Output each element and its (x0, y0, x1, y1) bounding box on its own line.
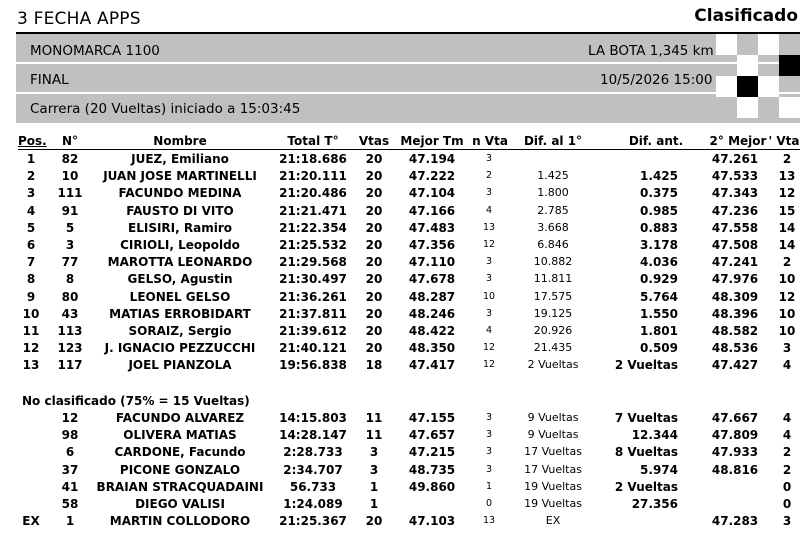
cell-pos: 2 (26, 169, 36, 184)
table-row (0, 238, 800, 255)
cell-name: CARDONE, Facundo (114, 445, 246, 460)
cell-gap-first: 2 Vueltas (527, 358, 579, 372)
cell-best: 48.350 (408, 341, 456, 356)
cell-best-lap: 2 (485, 170, 493, 182)
cell-laps: 20 (365, 169, 383, 184)
col-name: Nombre (153, 134, 207, 148)
table-row (0, 497, 800, 514)
cell-laps: 20 (365, 152, 383, 166)
cell-total: 21:18.686 (279, 152, 347, 166)
cell-second-lap: 0 (782, 497, 792, 511)
cell-second-lap: 12 (778, 289, 796, 304)
cell-gap-prev: 0.883 (640, 220, 678, 235)
cell-total: 21:25.532 (279, 238, 347, 252)
cell-best: 48.422 (408, 324, 456, 338)
cell-best-lap: 13 (482, 515, 496, 527)
cell-gap-prev: 1.425 (640, 169, 678, 184)
cell-laps: 20 (365, 186, 383, 201)
not-classified-title: No clasificado (75% = 15 Vueltas) (22, 394, 250, 408)
table-row (0, 514, 800, 531)
cell-second-lap: 14 (778, 238, 796, 252)
cell-second-lap: 4 (782, 411, 792, 425)
cell-num: 37 (61, 462, 79, 477)
cell-second-best: 48.816 (711, 462, 759, 477)
track-label: LA BOTA 1,345 km (588, 43, 714, 59)
cell-num: 41 (61, 479, 79, 494)
cell-gap-first: EX (545, 514, 561, 528)
col-gap-prev: Dif. ant. (628, 134, 684, 148)
event-title: 3 FECHA APPS (17, 9, 141, 29)
cell-gap-prev: 0.509 (640, 341, 678, 356)
cell-gap-first: 20.926 (533, 324, 573, 337)
cell-total: 21:29.568 (279, 255, 347, 270)
col-num: N° (61, 134, 79, 148)
cell-name: CIRIOLI, Leopoldo (120, 238, 240, 252)
cell-pos: 3 (26, 186, 36, 201)
cell-second-lap: 15 (778, 203, 796, 218)
cell-best-lap: 12 (482, 342, 496, 354)
results-table-header (0, 134, 800, 150)
cell-name: MATIAS ERROBIDART (109, 306, 251, 321)
cell-best: 47.110 (408, 255, 456, 270)
cell-gap-prev: 5.764 (640, 289, 678, 304)
table-row (0, 307, 800, 324)
cell-total: 2:28.733 (283, 445, 343, 460)
cell-name: JUAN JOSE MARTINELLI (103, 169, 257, 184)
checkered-flag-icon (716, 34, 800, 123)
cell-gap-prev: 1.801 (640, 324, 678, 338)
cell-gap-prev: 3.178 (640, 238, 678, 252)
table-row (0, 445, 800, 462)
cell-best-lap: 3 (485, 187, 493, 199)
cell-second-lap: 10 (778, 272, 796, 287)
cell-num: 80 (61, 289, 79, 304)
cell-best: 47.417 (408, 358, 456, 373)
cell-pos: 10 (22, 306, 40, 321)
cell-second-best: 47.667 (711, 411, 759, 425)
cell-second-best: 47.976 (711, 272, 759, 287)
cell-second-best: 47.558 (711, 220, 759, 235)
col-gap-first: Dif. al 1° (523, 134, 583, 148)
cell-num: 113 (57, 324, 83, 338)
cell-second-best: 48.309 (711, 289, 759, 304)
table-row (0, 480, 800, 497)
cell-name: OLIVERA MATIAS (123, 428, 237, 443)
cell-second-best: 47.241 (711, 255, 759, 270)
cell-best-lap: 4 (485, 325, 493, 336)
cell-name: GELSO, Agustin (127, 272, 233, 287)
cell-second-lap: 13 (778, 169, 796, 184)
cell-total: 21:37.811 (279, 306, 347, 321)
cell-laps: 20 (365, 238, 383, 252)
cell-second-best: 48.396 (711, 306, 759, 321)
cell-total: 21:39.612 (279, 324, 347, 338)
cell-gap-prev: 0.929 (640, 272, 678, 287)
cell-laps: 20 (365, 255, 383, 270)
cell-name: MARTIN COLLODORO (109, 514, 251, 529)
cell-num: 12 (61, 411, 79, 425)
table-row (0, 463, 800, 480)
cell-second-best: 47.427 (711, 358, 759, 373)
cell-name: SORAIZ, Sergio (128, 324, 232, 338)
col-best-lap: n Vta (472, 134, 508, 148)
cell-second-lap: 2 (782, 462, 792, 477)
cell-laps: 11 (365, 411, 383, 425)
cell-gap-first: 1.800 (537, 186, 569, 200)
cell-second-lap: 10 (778, 324, 796, 338)
cell-pos: 9 (26, 289, 36, 304)
cell-total: 1:24.089 (283, 497, 343, 511)
cell-pos: 4 (26, 203, 36, 218)
cell-best: 47.356 (408, 238, 456, 252)
cell-laps: 1 (369, 479, 379, 494)
cell-gap-prev: 12.344 (631, 428, 678, 443)
cell-num: 6 (65, 445, 75, 460)
cell-total: 21:20.486 (279, 186, 347, 201)
cell-best-lap: 12 (482, 239, 496, 250)
cell-total: 21:22.354 (279, 220, 347, 235)
table-row (0, 221, 800, 238)
cell-name: PICONE GONZALO (119, 462, 241, 477)
info-divider (16, 62, 800, 64)
cell-gap-first: 19 Vueltas (524, 497, 582, 510)
cell-total: 21:40.121 (279, 341, 347, 356)
cell-second-lap: 3 (782, 341, 792, 356)
cell-second-best: 47.343 (711, 186, 759, 201)
cell-pos: EX (22, 514, 40, 529)
col-best: Mejor Tm (400, 134, 464, 148)
cell-gap-first: 17.575 (533, 289, 573, 303)
cell-gap-first: 17 Vueltas (524, 445, 582, 459)
cell-total: 21:21.471 (279, 203, 347, 218)
cell-name: FAUSTO DI VITO (126, 203, 234, 218)
cell-pos: 6 (26, 238, 36, 252)
cell-second-best: 47.508 (711, 238, 759, 252)
cell-pos: 11 (22, 324, 40, 338)
cell-name: JOEL PIANZOLA (128, 358, 232, 373)
cell-best-lap: 12 (482, 359, 496, 371)
cell-num: 82 (61, 152, 79, 166)
table-row (0, 411, 800, 428)
cell-num: 117 (57, 358, 83, 373)
cell-laps: 20 (365, 306, 383, 321)
cell-best: 47.222 (408, 169, 456, 184)
cell-gap-prev: 2 Vueltas (614, 358, 678, 373)
cell-num: 91 (61, 203, 79, 218)
table-row (0, 428, 800, 445)
cell-best-lap: 1 (485, 480, 493, 492)
cell-name: BRAIAN STRACQUADAINI (96, 479, 264, 494)
cell-gap-first: 2.785 (537, 203, 569, 217)
cell-gap-prev: 5.974 (640, 462, 678, 477)
cell-gap-prev: 4.036 (640, 255, 678, 270)
cell-second-lap: 14 (778, 220, 796, 235)
cell-second-lap: 2 (782, 445, 792, 460)
cell-total: 21:36.261 (279, 289, 347, 304)
cell-best: 48.246 (408, 306, 456, 321)
cell-total: 21:25.367 (279, 514, 347, 529)
cell-num: 3 (65, 238, 75, 252)
category-label: MONOMARCA 1100 (30, 43, 160, 59)
cell-pos: 7 (26, 255, 36, 270)
cell-second-best: 47.933 (711, 445, 759, 460)
cell-laps: 18 (365, 358, 383, 373)
session-label: FINAL (30, 72, 69, 88)
cell-gap-first: 1.425 (537, 169, 569, 183)
cell-gap-first: 17 Vueltas (524, 462, 582, 476)
cell-laps: 11 (365, 428, 383, 443)
cell-second-lap: 12 (778, 186, 796, 201)
cell-best-lap: 3 (485, 446, 493, 458)
cell-num: 8 (65, 272, 75, 287)
cell-second-best: 47.261 (711, 152, 759, 166)
cell-gap-first: 19.125 (533, 306, 573, 320)
cell-second-lap: 4 (782, 358, 792, 373)
cell-best: 47.657 (408, 428, 456, 443)
cell-laps: 20 (365, 220, 383, 235)
cell-gap-prev: 27.356 (631, 497, 678, 511)
cell-second-lap: 0 (782, 479, 792, 494)
cell-name: J. IGNACIO PEZZUCCHI (104, 341, 256, 356)
table-row (0, 152, 800, 169)
cell-name: FACUNDO MEDINA (118, 186, 242, 201)
cell-best: 47.678 (408, 272, 456, 287)
col-pos: Pos. (18, 134, 47, 148)
cell-num: 123 (57, 341, 83, 356)
cell-laps: 20 (365, 324, 383, 338)
table-row (0, 169, 800, 186)
col-total: Total T° (287, 134, 339, 148)
title-bar (0, 0, 800, 34)
cell-num: 5 (65, 220, 75, 235)
cell-second-lap: 4 (782, 428, 792, 443)
cell-num: 1 (65, 514, 75, 529)
cell-gap-prev: 1.550 (640, 306, 678, 321)
cell-gap-prev: 2 Vueltas (614, 479, 678, 494)
status-title: Clasificado (694, 6, 798, 26)
cell-total: 21:30.497 (279, 272, 347, 287)
cell-num: 58 (61, 497, 79, 511)
cell-best: 47.166 (408, 203, 456, 218)
cell-gap-prev: 0.985 (640, 203, 678, 218)
cell-second-best: 48.582 (711, 324, 759, 338)
cell-pos: 13 (22, 358, 40, 373)
cell-gap-prev: 7 Vueltas (614, 411, 678, 425)
cell-name: FACUNDO ALVAREZ (115, 411, 245, 425)
cell-name: JUEZ, Emiliano (131, 152, 229, 166)
cell-second-best: 47.809 (711, 428, 759, 443)
col-second-lap: ' Vta (768, 134, 800, 148)
cell-pos: 1 (26, 152, 36, 166)
cell-gap-first: 3.668 (537, 220, 569, 234)
cell-best-lap: 13 (482, 221, 496, 233)
cell-total: 14:15.803 (279, 411, 347, 425)
cell-second-best: 47.283 (711, 514, 759, 529)
cell-pos: 12 (22, 341, 40, 356)
cell-gap-first: 21.435 (533, 341, 573, 355)
cell-num: 98 (61, 428, 79, 443)
cell-name: DIEGO VALISI (135, 497, 225, 511)
table-row (0, 272, 800, 289)
cell-gap-first: 10.882 (533, 255, 573, 269)
cell-laps: 20 (365, 514, 383, 529)
table-row (0, 290, 800, 307)
cell-name: LEONEL GELSO (129, 289, 231, 304)
cell-best: 47.104 (408, 186, 456, 201)
cell-best-lap: 0 (485, 498, 493, 509)
cell-second-lap: 3 (782, 514, 792, 529)
cell-laps: 3 (369, 462, 379, 477)
header-divider (18, 149, 800, 150)
cell-pos: 5 (26, 220, 36, 235)
cell-laps: 1 (369, 497, 379, 511)
table-row (0, 341, 800, 358)
cell-best-lap: 10 (482, 290, 496, 302)
cell-second-best: 47.533 (711, 169, 759, 184)
cell-gap-first: 6.846 (537, 238, 569, 251)
cell-total: 14:28.147 (279, 428, 347, 443)
race-info-panel (16, 34, 800, 123)
cell-total: 19:56.838 (279, 358, 347, 373)
datetime-label: 10/5/2026 15:00 (600, 72, 713, 88)
cell-second-lap: 10 (778, 306, 796, 321)
cell-gap-first: 11.811 (533, 272, 573, 286)
cell-best-lap: 3 (485, 429, 493, 441)
cell-num: 111 (57, 186, 83, 201)
cell-best-lap: 3 (485, 256, 493, 268)
cell-second-lap: 2 (782, 255, 792, 270)
cell-second-best: 47.236 (711, 203, 759, 218)
cell-best: 48.287 (408, 289, 456, 304)
table-row (0, 186, 800, 203)
cell-laps: 20 (365, 289, 383, 304)
cell-second-best: 48.536 (711, 341, 759, 356)
cell-total: 56.733 (289, 479, 337, 494)
col-laps: Vtas (358, 134, 390, 148)
cell-laps: 20 (365, 341, 383, 356)
cell-best: 47.155 (408, 411, 456, 425)
cell-best-lap: 4 (485, 204, 493, 216)
cell-total: 21:20.111 (279, 169, 347, 184)
cell-gap-first: 19 Vueltas (524, 479, 582, 493)
cell-name: MAROTTA LEONARDO (107, 255, 253, 270)
cell-best: 47.103 (408, 514, 456, 529)
race-info-label: Carrera (20 Vueltas) iniciado a 15:03:45 (30, 101, 301, 117)
cell-num: 77 (61, 255, 79, 270)
cell-gap-first: 9 Vueltas (527, 428, 579, 442)
cell-best: 47.194 (408, 152, 456, 166)
cell-best: 47.215 (408, 445, 456, 460)
cell-second-lap: 2 (782, 152, 792, 166)
cell-best-lap: 3 (485, 463, 493, 475)
cell-best-lap: 3 (485, 273, 493, 285)
cell-best: 48.735 (408, 462, 456, 477)
cell-best-lap: 3 (485, 153, 493, 164)
cell-num: 43 (61, 306, 79, 321)
cell-best-lap: 3 (485, 412, 493, 423)
cell-gap-first: 9 Vueltas (527, 411, 579, 424)
table-row (0, 255, 800, 272)
cell-best: 47.483 (408, 220, 456, 235)
cell-laps: 20 (365, 272, 383, 287)
cell-total: 2:34.707 (283, 462, 343, 477)
cell-num: 10 (61, 169, 79, 184)
cell-gap-prev: 0.375 (640, 186, 678, 201)
cell-best-lap: 3 (485, 307, 493, 319)
info-divider (16, 92, 800, 94)
cell-gap-prev: 8 Vueltas (614, 445, 678, 460)
table-row (0, 358, 800, 375)
cell-laps: 20 (365, 203, 383, 218)
cell-best: 49.860 (408, 479, 456, 494)
cell-name: ELISIRI, Ramiro (128, 220, 232, 235)
table-row (0, 204, 800, 221)
cell-laps: 3 (369, 445, 379, 460)
cell-pos: 8 (26, 272, 36, 287)
table-row (0, 324, 800, 341)
col-second-best: 2° Mejor (709, 134, 767, 148)
